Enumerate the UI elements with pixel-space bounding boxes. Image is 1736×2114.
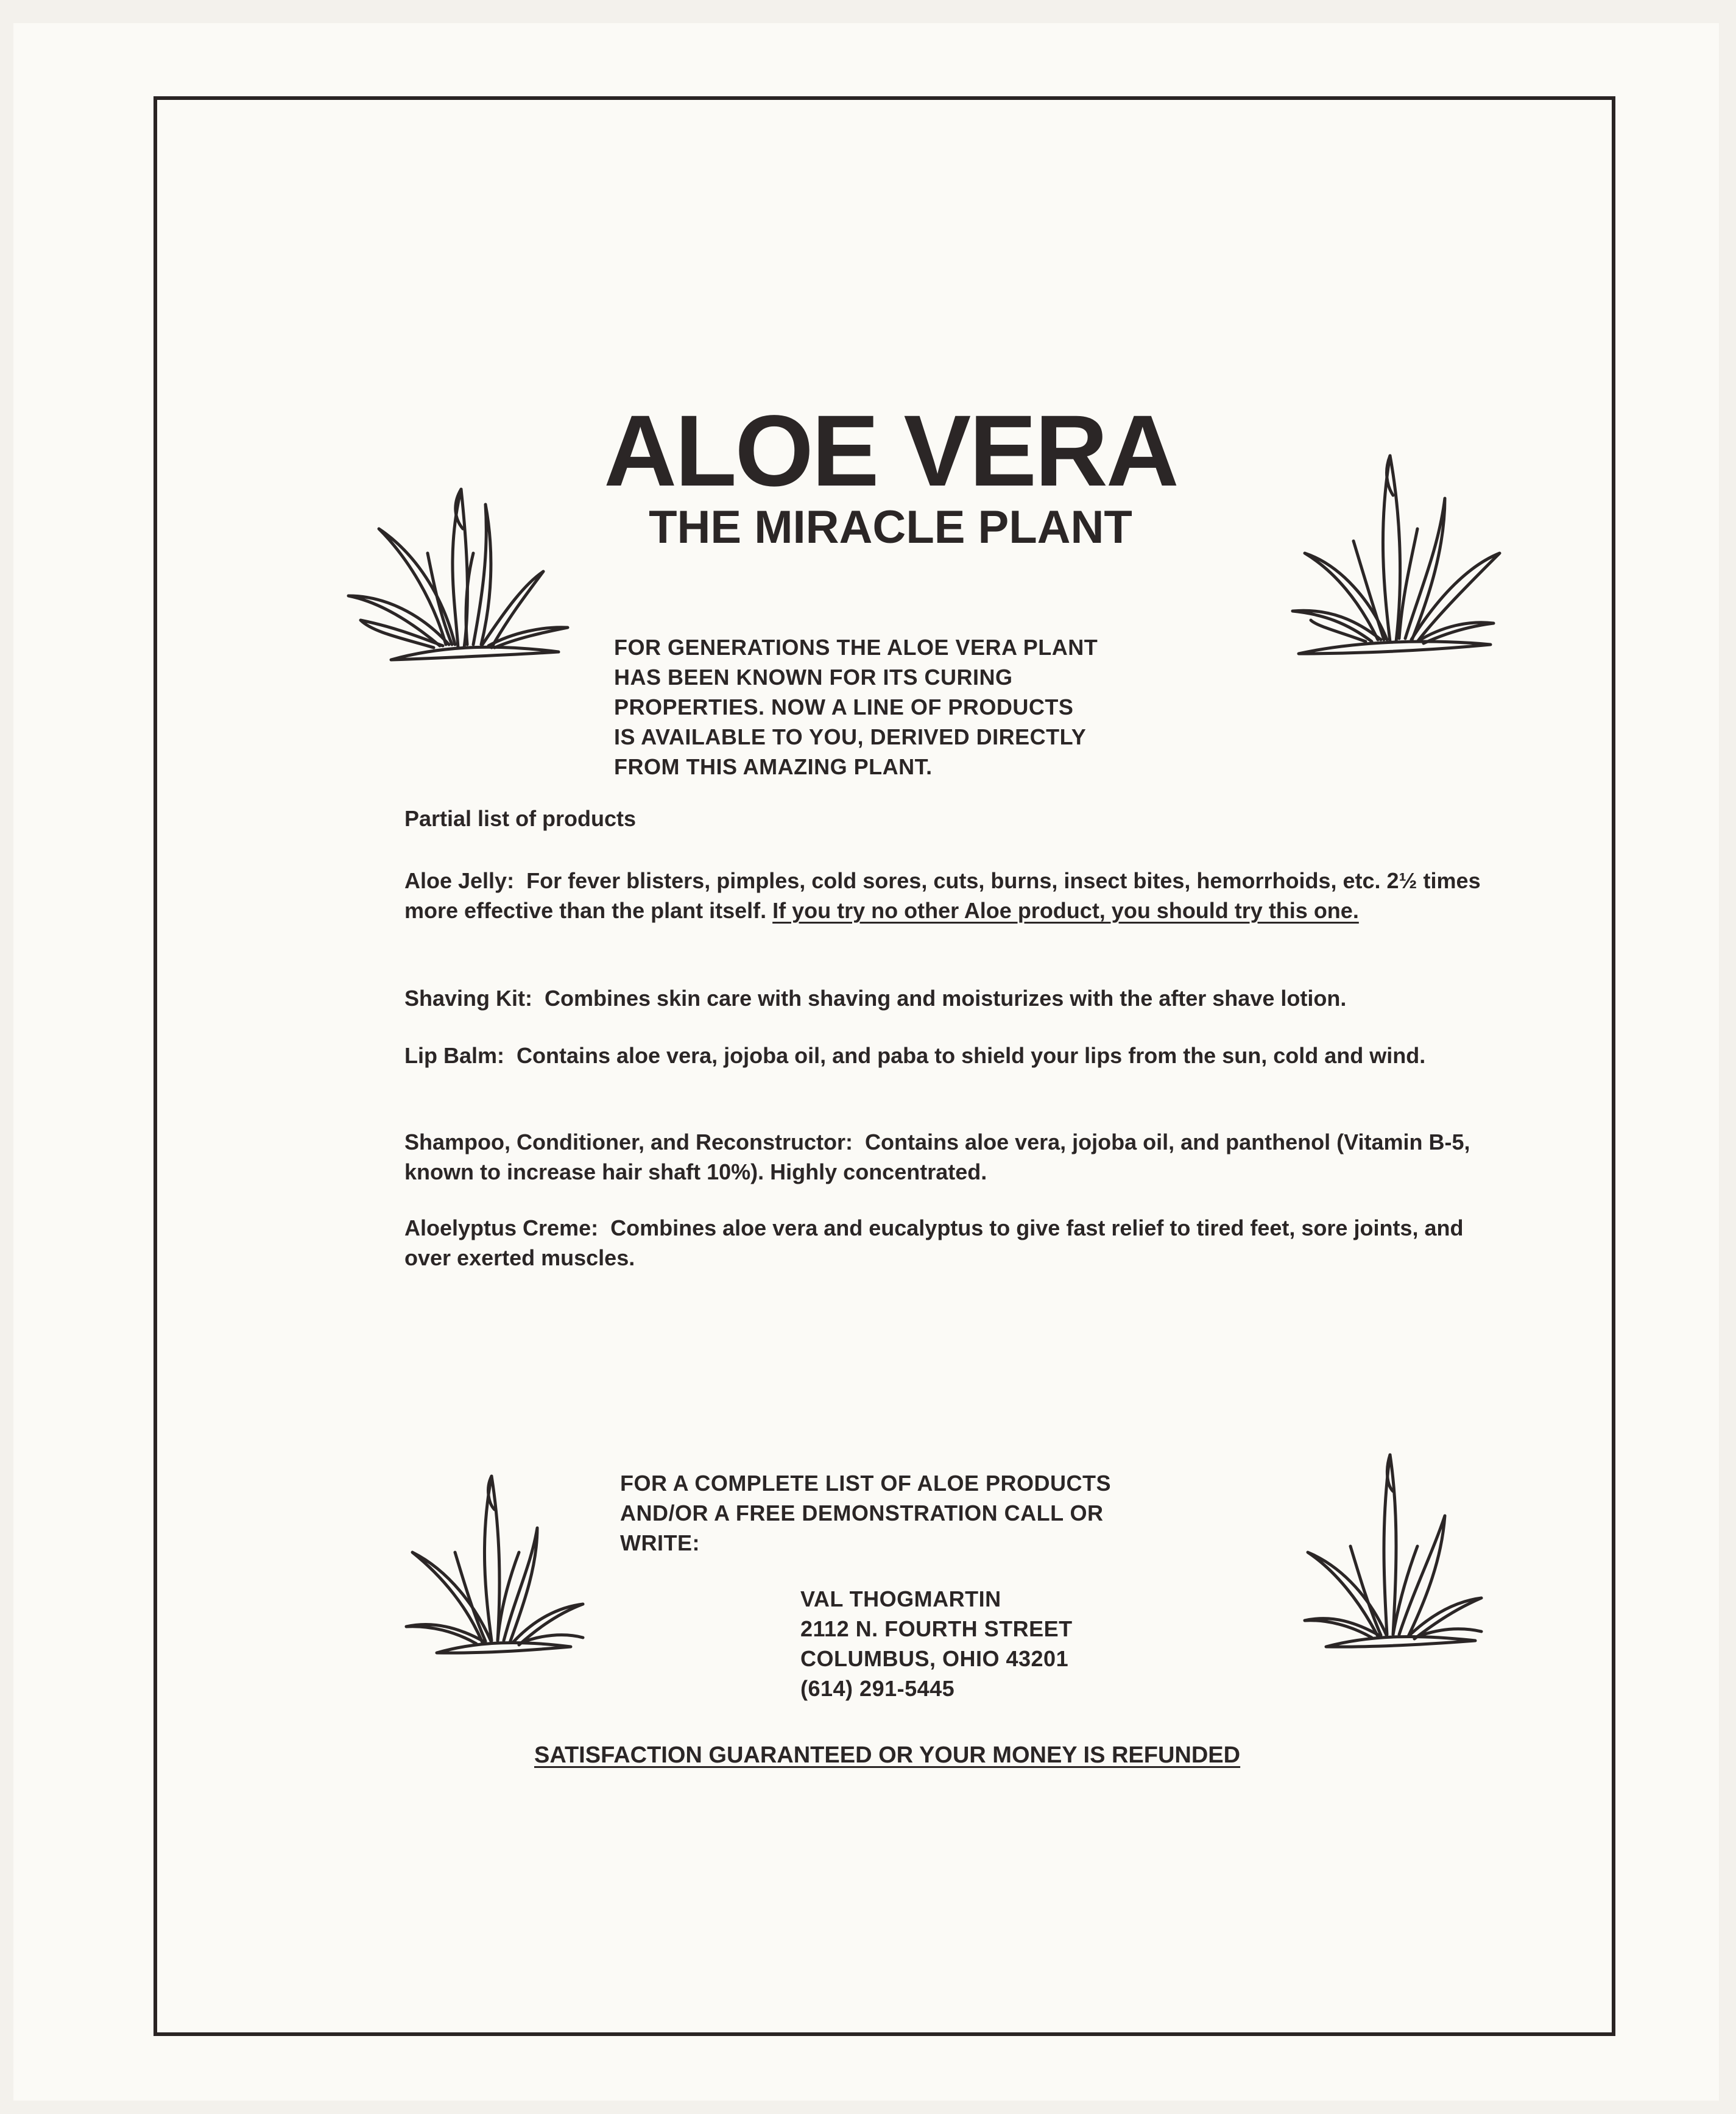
cta-line: FOR A COMPLETE LIST OF ALOE PRODUCTS [620,1471,1111,1496]
product-description: Contains aloe vera, jojoba oil, and panthenol (Vitamin B-5, known to increase hair shaft 10%). Highly concentrated. [404,1129,1470,1184]
aloe-plant-bottom-right-icon [1299,1449,1487,1656]
aloe-plant-top-left-icon [342,462,574,669]
page-title: ALOE VERA [604,395,1177,507]
product-description: Contains aloe vera, jojoba oil, and paba to shield your lips from the sun, cold and wind. [517,1043,1426,1068]
cta-line: AND/OR A FREE DEMONSTRATION CALL OR [620,1501,1104,1525]
intro-line: FOR GENERATIONS THE ALOE VERA PLANT [614,635,1098,660]
product-aloelyptus-creme [404,1213,1483,1273]
product-name: Shampoo, Conditioner, and Reconstructor : [404,1129,865,1154]
page-subtitle: THE MIRACLE PLANT [649,501,1132,553]
page-sheet [13,23,1719,2101]
aloe-plant-bottom-left-icon [400,1461,589,1662]
intro-line: HAS BEEN KNOWN FOR ITS CURING [614,665,1013,690]
product-name: Aloelyptus Creme : [404,1215,610,1240]
product-name: Shaving Kit : [404,986,545,1011]
intro-line: PROPERTIES. NOW A LINE OF PRODUCTS [614,695,1074,719]
product-shampoo-conditioner [404,1127,1483,1187]
intro-line: IS AVAILABLE TO YOU, DERIVED DIRECTLY [614,724,1087,749]
contact-street: 2112 N. FOURTH STREET [800,1616,1073,1641]
cta-line: WRITE: [620,1530,700,1555]
intro-line: FROM THIS AMAZING PLANT. [614,754,933,779]
call-to-action [620,1468,1111,1558]
product-emphasis: If you try no other Aloe product, you should try this one. [772,898,1359,923]
products-heading: Partial list of products [404,806,637,831]
aloe-plant-top-right-icon [1286,444,1506,663]
product-name: Aloe Jelly : [404,868,526,893]
contact-phone: (614) 291-5445 [800,1676,955,1701]
product-description: Combines skin care with shaving and moisturizes with the after shave lotion. [545,986,1347,1011]
intro-paragraph [614,632,1098,782]
product-aloe-jelly [404,866,1483,925]
product-shaving-kit [404,983,1483,1013]
contact-name: VAL THOGMARTIN [800,1586,1001,1611]
product-description: For fever blisters, pimples, cold sores, cuts, burns, insect bites, hemorrhoids, etc. 2½ times more effective than the plant itself. [404,868,1481,923]
guarantee-footer: SATISFACTION GUARANTEED OR YOUR MONEY IS REFUNDED [534,1742,1241,1768]
product-lip-balm [404,1041,1483,1070]
product-name: Lip Balm : [404,1043,517,1068]
contact-block [800,1584,1073,1703]
contact-city: COLUMBUS, OHIO 43201 [800,1646,1069,1671]
product-description: Combines aloe vera and eucalyptus to give fast relief to tired feet, sore joints, and over exerted muscles. [404,1215,1464,1270]
